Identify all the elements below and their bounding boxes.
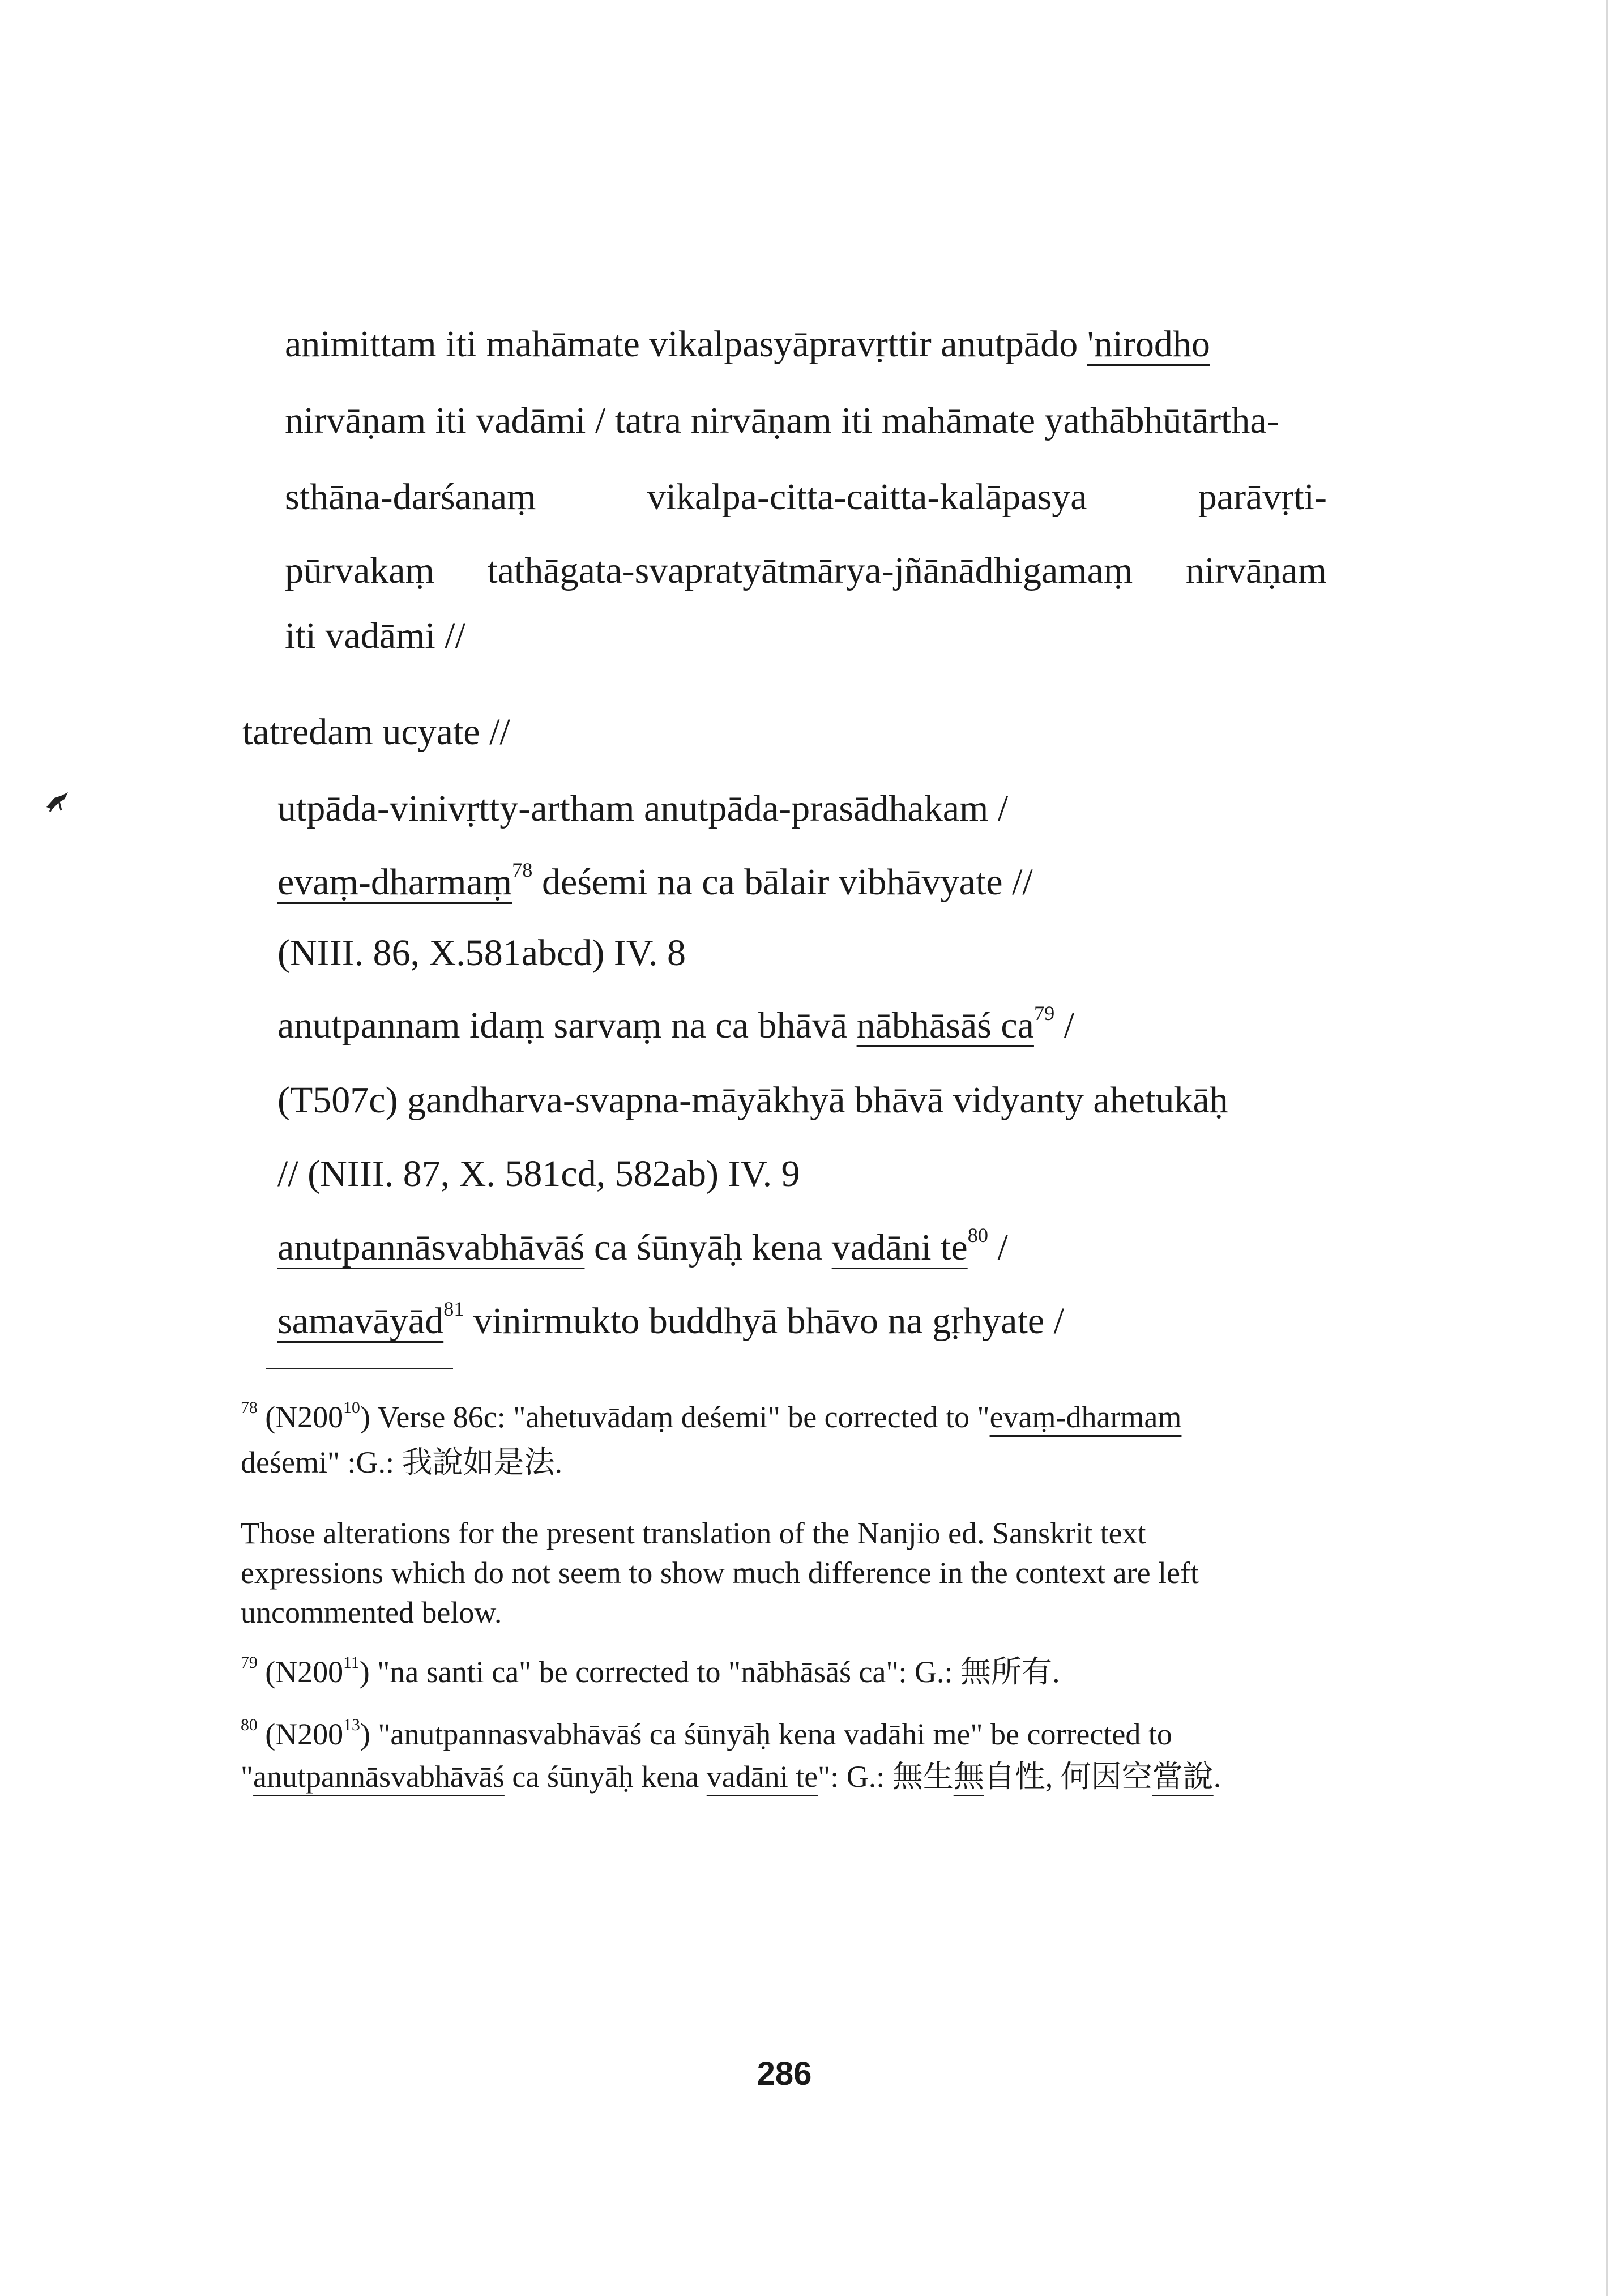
word: vikalpa-citta-caitta-kalāpasya [647, 476, 1087, 518]
para1-line3 [285, 476, 1327, 518]
footnote-79 [241, 1653, 1060, 1689]
footnote-ref: 80 [967, 1224, 988, 1247]
underlined-term: nābhāsāś ca [856, 1005, 1034, 1046]
text: anutpannam idaṃ sarvaṃ na ca bhāvā [277, 1005, 857, 1046]
text: / [1054, 1005, 1075, 1046]
text: " [241, 1760, 254, 1794]
verse-line5: (T507c) gandharva-svapna-māyākhyā bhāvā vidyanty ahetukāḥ [277, 1079, 1228, 1121]
verse-line8 [277, 1298, 1064, 1342]
word: sthāna-darśanaṃ [285, 476, 536, 518]
footnote-number: 80 [241, 1715, 258, 1734]
footnote-80-line2 [241, 1761, 1221, 1792]
footnote-ref: 81 [443, 1298, 464, 1321]
underlined-char: 當說 [1152, 1760, 1214, 1794]
underlined-term: anutpannāsvabhāvāś [277, 1227, 585, 1268]
underlined-term: vadāni te [706, 1760, 818, 1794]
verse-line1: utpāda-vinivṛtty-artham anutpāda-prasādhakam / [277, 788, 1009, 829]
note-line1: Those alterations for the present translation of the Nanjio ed. Sanskrit text [241, 1516, 1146, 1550]
bug-mark-icon [44, 790, 70, 813]
underlined-term: anutpannāsvabhāvāś [253, 1760, 505, 1794]
underlined-term: 'nirodho [1087, 323, 1210, 365]
footnote-ref: 78 [512, 859, 533, 882]
text: ) "anutpannasvabhāvāś ca śūnyāḥ kena vadāhi me" be corrected to [360, 1717, 1172, 1751]
verse-line7 [277, 1224, 1008, 1268]
text: . [1213, 1760, 1221, 1794]
footnote-78-line1 [241, 1398, 1182, 1434]
verse-line4 [277, 1002, 1075, 1046]
scan-edge-line [1606, 0, 1608, 2296]
underlined-char: 無 [953, 1760, 984, 1794]
word: pūrvakaṃ [285, 550, 434, 591]
text: vinirmukto buddhyā bhāvo na gṛhyate / [464, 1300, 1064, 1342]
footnote-separator [266, 1368, 453, 1369]
footnote-number: 79 [241, 1653, 258, 1672]
word: parāvṛti- [1198, 476, 1327, 518]
para1-line4 [285, 552, 1327, 590]
para1-line2: nirvāṇam iti vadāmi / tatra nirvāṇam iti mahāmate yathābhūtārtha- [285, 400, 1279, 441]
note-line3: uncommented below. [241, 1595, 502, 1629]
text: ) "na santi ca" be corrected to "nābhāsāś ca": G.: 無所有. [359, 1655, 1060, 1689]
superscript: 13 [343, 1715, 360, 1734]
text: ca śūnyāḥ kena [584, 1227, 832, 1268]
footnote-number: 78 [241, 1398, 258, 1417]
verse-line6: // (NIII. 87, X. 581cd, 582ab) IV. 9 [277, 1153, 800, 1194]
para1-line1 [285, 323, 1210, 365]
text: (N200 [257, 1717, 344, 1751]
word: tathāgata-svapratyātmārya-jñānādhigamaṃ [487, 550, 1133, 591]
footnote-ref: 79 [1033, 1002, 1055, 1025]
text: / [988, 1227, 1008, 1268]
verse-line2 [277, 859, 1033, 903]
text: ": G.: 無生 [818, 1760, 954, 1794]
superscript: 10 [343, 1398, 360, 1417]
para1-line5: iti vadāmi // [285, 615, 465, 656]
verse-line3: (NIII. 86, X.581abcd) IV. 8 [277, 932, 686, 974]
footnote-80-line1 [241, 1715, 1172, 1751]
underlined-term: evaṃ-dharmaṃ [277, 861, 512, 903]
text: (N200 [257, 1400, 344, 1434]
footnote-78-line2: deśemi" :G.: 我說如是法. [241, 1445, 563, 1479]
word: nirvāṇam [1185, 550, 1327, 591]
text: ) Verse 86c: "ahetuvādaṃ deśemi" be corrected to " [360, 1400, 990, 1434]
underlined-term: evaṃ-dharmam [989, 1400, 1182, 1434]
text: ca śūnyāḥ kena [504, 1760, 707, 1794]
note-line2: expressions which do not seem to show much difference in the context are left [241, 1556, 1199, 1590]
page-number: 286 [757, 2055, 812, 2092]
text: deśemi na ca bālair vibhāvyate // [532, 861, 1033, 903]
verse-intro: tatredam ucyate // [242, 711, 510, 753]
underlined-term: samavāyād [277, 1300, 444, 1342]
text: (N200 [257, 1655, 344, 1689]
superscript: 11 [343, 1653, 360, 1672]
text: animittam iti mahāmate vikalpasyāpravṛttir anutpādo [285, 323, 1087, 365]
text: 自性, 何因空 [984, 1760, 1152, 1794]
underlined-term: vadāni te [831, 1227, 968, 1268]
